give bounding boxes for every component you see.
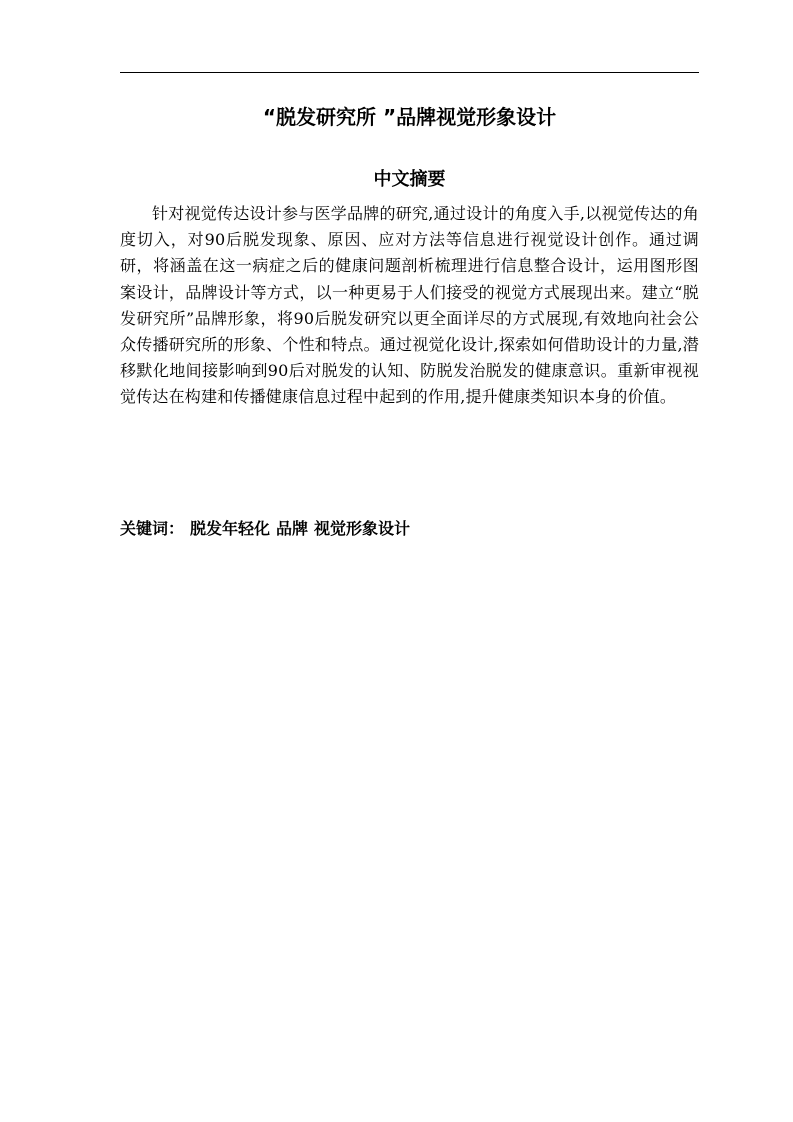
header-rule [120, 72, 699, 73]
abstract-heading: 中文摘要 [373, 169, 446, 190]
keywords-label: 关键词： [120, 519, 185, 538]
abstract-paragraph: 针对视觉传达设计参与医学品牌的研究,通过设计的角度入手,以视觉传达的角度切入，对90后脱发现象、原因、应对方法等信息进行视觉设计创作。通过调研，将涵盖在这一病症之后的健康问题剖析梳理进行信息整合设计，运用图形图案设计，品牌设计等方式，以一种更易于人们接受的视觉方式展现出来。建立“脱发研究所”品牌形象，将90后脱发研究以更全面详尽的方式展现,有效地向社会公众传播研究所的形象、个性和特点。通过视觉化设计,探索如何借助设计的力量,潜移默化地间接影响到90后对脱发的认知、防脱发治脱发的健康意识。重新审视视觉传达在构建和传播健康信息过程中起到的作用,提升健康类知识本身的价值。 [120, 204, 699, 407]
keyword-item: 品牌 [276, 519, 309, 538]
keywords-line [120, 515, 699, 543]
document-title: “脱发研究所 ”品牌视觉形象设计 [262, 105, 557, 129]
keyword-item: 脱发年轻化 [190, 519, 271, 538]
keyword-item: 视觉形象设计 [314, 519, 411, 538]
